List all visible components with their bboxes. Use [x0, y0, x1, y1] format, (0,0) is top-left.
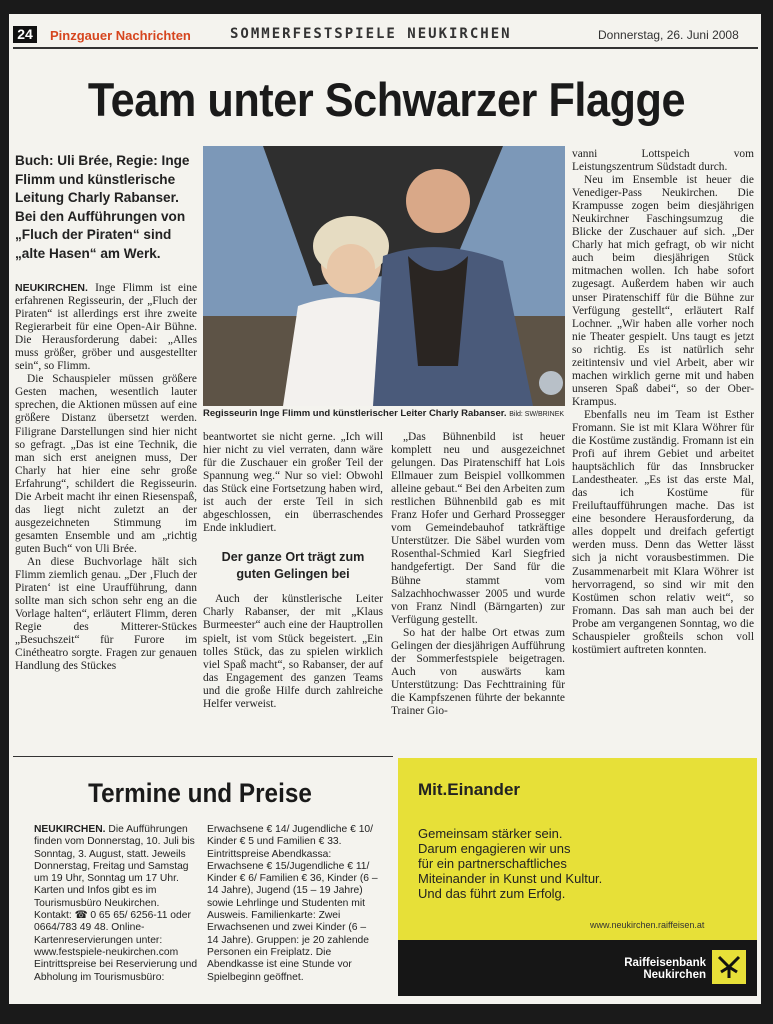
col3-paragraph-2: So hat der halbe Ort etwas zum Gelingen der diesjährigen Aufführung der Sommerfestspiele beigetragen. Auch von auswärts kam Unterstützung: Das Fechttraining für die Kampfszenen führte der bekannte Trainer Gio-: [391, 626, 565, 717]
article-column-1: [15, 282, 197, 673]
caption-text: Regisseurin Inge Flimm und künstlerischer Leiter Charly Rabanser.: [203, 408, 507, 419]
photo-caption: [203, 408, 565, 419]
article-column-3: [391, 431, 565, 718]
photo-credit: Bild: SW/BRINEK: [509, 411, 565, 418]
dateline: NEUKIRCHEN.: [15, 282, 88, 294]
col2-paragraph-1: beantwortet sie nicht gerne. „Ich will hier nicht zu viel verraten, dann wäre für die Zuschauer ein großer Teil der Spannung weg.“ Nur so viel: Obwohl das Stück eine Fortsetzung haben wird, ist auch der erste Teil in sich abgeschlossen, ein überraschendes Ende inkludiert.: [203, 431, 383, 535]
col4-paragraph-2: Neu im Ensemble ist heuer die Venediger-Pass Neukirchen. Die Krampusse zogen beim diesjährigen Neukirchner Faschingsumzug die Blicke der Zuschauer auf sich. „Der Charly hat mich gefragt, ob wir nicht auch beim diesjährigen Stück mitmachen wollen. Ich habe sofort zugesagt. Außerdem haben wir auch unser Piratenschiff für die Bühne zur Verfügung gestellt“, erläutert Ralf Lochner. „Wir haben alle vorher noch nie Theater gespielt. Uns taugt es jetzt so richtig. Es ist natürlich sehr zeitintensiv und viel Arbeit, aber wir machen wirklich gerne mit und haben unseren Spaß dabei“, so der Ober-Krampus.: [572, 174, 754, 408]
ad-line: Darum engagieren wir uns: [418, 841, 571, 856]
header-rule: [13, 47, 758, 49]
bank-name-line-2: Neukirchen: [643, 969, 706, 981]
ad-url: www.neukirchen.raiffeisen.at: [590, 920, 705, 930]
termine-column-1: [34, 824, 199, 984]
photo-illustration: [203, 146, 565, 406]
col1-paragraph-3: An diese Buchvorlage hält sich Flimm ziemlich genau. „Der ‚Fluch der Piraten‘ ist eine Uraufführung, dann sollte man sich schon sehr eng an die Vorlage halten“, erläutert Flimm, deren Regie des Mitterer-Stückes „Besuchszeit“ für Furore im Cinétheatro sorgte. Fragen zur genauen Handlung des Stückes: [15, 555, 197, 673]
article-subtitle: Buch: Uli Brée, Regie: Inge Flimm und künstlerische Leitung Charly Rabanser. Bei den Aufführungen von „Fluch der Piraten“ sind „alte Hasen“ am Werk.: [15, 153, 190, 261]
col1-paragraph-2: Die Schauspieler müssen größere Gesten machen, wesentlich lauter sprechen, die Aktionen müssen auf eine größere Distanz übersetzt werden. Filigrane Darstellungen sind hier nicht so gefragt. „Das ist eine Technik, die man sich erst aneignen muss, Der Charly hat hier eine sehr große Erfahrung“, schildert die Regisseurin. Die Arbeit macht ihr einen Riesenspaß, das liegt nicht zuletzt an der ausgezeichneten Stimmung im gesamten Ensemble und am „richtig guten Buch“ von Uli Brée.: [15, 373, 197, 555]
col4-paragraph-1: vanni Lottspeich vom Leistungszentrum Südstadt durch.: [572, 148, 754, 174]
article-column-4: [572, 148, 754, 657]
issue-date: Donnerstag, 26. Juni 2008: [598, 28, 739, 42]
page-number: 24: [13, 26, 37, 43]
termine-dateline: NEUKIRCHEN.: [34, 824, 106, 835]
section-title: SOMMERFESTSPIELE NEUKIRCHEN: [230, 26, 512, 42]
termine-text-2: Erwachsene € 14/ Jugendliche € 10/ Kinder € 5 und Familien € 33. Eintrittspreise Abendkassa: Erwachsene € 15/Jugendliche € 11/ Kinder € 6/ Familien € 36, Kinder (6 – 14 Jahre), Jugend (15 – 19 Jahre) sowie Lehrlinge und Studenten mit Ausweis. Familienkarte: Zwei Erwachsenen und zwei Kinder (6 – 14 Jahre). Gruppen: je 20 zahlende Personen ein Freiplatz. Die Abendkasse ist eine Stunde vor Spielbeginn geöffnet.: [207, 824, 378, 983]
ad-line: Und das führt zum Erfolg.: [418, 886, 566, 901]
termine-text-1: Die Aufführungen finden vom Donnerstag, 10. Juli bis Sonntag, 3. August, statt. Jeweils Donnerstag, Freitag und Samstag um 19 Uhr, Sonntag um 17 Uhr. Karten und Infos gibt es im Tourismusbüro Neukirchen. Kontakt: ☎ 0 65 65/ 6256-11 oder 0664/783 49 48. Online-Kartenreservierungen unter: www.festspiele-neukirchen.com Eintrittspreise bei Reservierung und Abholung im Tourismusbüro:: [34, 824, 198, 983]
article-headline: Team unter Schwarzer Flagge: [87, 73, 686, 126]
article-subhead: Der ganze Ort trägt zum guten Gelingen bei: [221, 550, 365, 582]
publication-name: Pinzgauer Nachrichten: [50, 28, 191, 43]
raiffeisen-logo-icon: [712, 950, 746, 984]
ad-line: Gemeinsam stärker sein.: [418, 826, 563, 841]
termine-title: Termine und Preise: [88, 778, 312, 808]
ad-title: Mit.Einander: [418, 780, 521, 799]
bank-name-line-1: Raiffeisenbank: [624, 957, 706, 969]
col1-paragraph-1: Inge Flimm ist eine erfahrenen Regisseurin, der „Fluch der Piraten“ ist allerdings erst ihre zweite Regierarbeit für eine Open-Air Bühne. Die Herausforderung dabei: „Alles muss größer, gröber und ausgestellter sein“, so Flimm.: [15, 282, 197, 373]
article-column-2: [203, 431, 383, 711]
col3-paragraph-1: „Das Bühnenbild ist heuer komplett neu und ausgezeichnet gelungen. Das Piratenschiff hat Lois Ellmauer zum Beispiel vollkommen alleine gebaut.“ Bei den Arbeiten zum restlichen Bühnenbild gab es mit Franz Hofer und Gerhard Prossegger vom Gemeindebauhof tatkräftige Unterstützer. Die Säbel wurden vom Rosenthal-Schmied Karl Siegfried handgefertigt. Der Sand für die Bühne stammt vom Salzachhochwasser 2005 und wurde von Franz Nindl (Bärngarten) zur Verfügung gestellt.: [391, 431, 565, 626]
bank-name: [600, 957, 706, 981]
ad-text: [418, 826, 748, 901]
section-divider: [13, 756, 393, 757]
ad-line: für ein partnerschaftliches: [418, 856, 567, 871]
col4-paragraph-3: Ebenfalls neu im Team ist Esther Fromann. Sie ist mit Klara Wöhrer für die Kostüme zuständig. Fromann ist ein Profi auf ihrem Gebiet und arbeitet hauptsächlich für das Innsbrucker Landestheater. „Es ist das erste Mal, das ich Kostüme für Freiluftaufführungen mache. Das ist eine besondere Herausforderung, da alles doppelt und dreifach gefertigt werden muss. Denn das Wetter lässt sich ja nicht vorausbestimmen. Die Zusammenarbeit mit Klara Wöhrer ist hervorragend, so sind wir mit den Kostümen schon relativ weit“, so Fromann. Das sah man auch bei der Probe am vergangenen Sonntag, wo die Schauspieler großteils schon voll kostümiert auftreten konnten.: [572, 408, 754, 656]
ad-line: Miteinander in Kunst und Kultur.: [418, 871, 603, 886]
col2-paragraph-2: Auch der künstlerische Leiter Charly Rabanser, der mit „Klaus Burmeester“ auch eine der Hauptrollen spielt, ist vom Stück begeistert. „Ein tolles Stück, das zu spielen wirklich viel Spaß macht“, so Rabanser, der auf das Engagement des ganzen Teams und die große Hilfe durch zahlreiche Helfer verweist.: [203, 593, 383, 710]
termine-column-2: [207, 824, 379, 984]
article-photo: [203, 146, 565, 406]
